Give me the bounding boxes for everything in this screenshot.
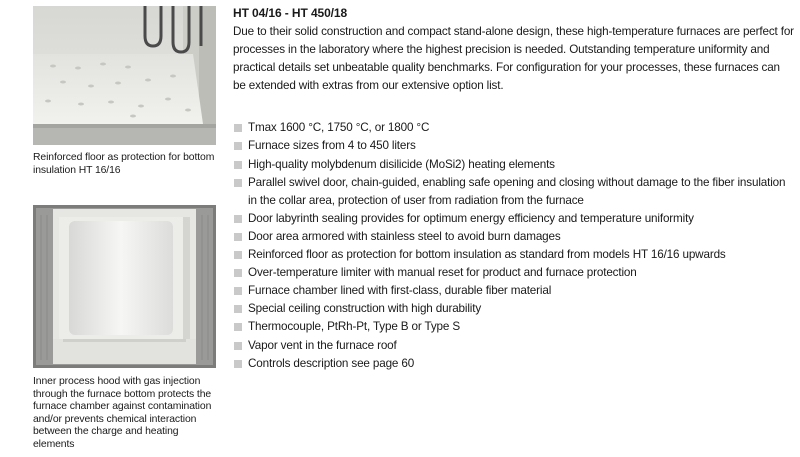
square-bullet-icon <box>234 161 242 169</box>
square-bullet-icon <box>234 287 242 295</box>
list-item <box>233 174 795 210</box>
list-item <box>233 264 795 282</box>
main-column <box>233 6 795 373</box>
feature-list <box>233 119 795 372</box>
feature-text: Special ceiling construction with high durability <box>248 302 482 316</box>
feature-text: Vapor vent in the furnace roof <box>248 338 397 352</box>
list-item <box>233 300 795 318</box>
feature-text: Furnace sizes from 4 to 450 liters <box>248 139 416 153</box>
square-bullet-icon <box>234 215 242 223</box>
feature-text: Reinforced floor as protection for bottom insulation as standard from models HT 16/16 upwards <box>248 248 726 262</box>
list-item <box>233 156 795 174</box>
floor-photo-caption: Reinforced floor as protection for bottom insulation HT 16/16 <box>33 152 215 176</box>
list-item <box>233 355 795 373</box>
feature-text: Thermocouple, PtRh-Pt, Type B or Type S <box>248 320 460 334</box>
list-item <box>233 228 795 246</box>
list-item <box>233 318 795 336</box>
square-bullet-icon <box>234 360 242 368</box>
square-bullet-icon <box>234 179 242 187</box>
feature-text: High-quality molybdenum disilicide (MoSi2) heating elements <box>248 157 555 171</box>
feature-text: Tmax 1600 °C, 1750 °C, or 1800 °C <box>248 121 430 135</box>
list-item <box>233 137 795 155</box>
feature-text: Controls description see page 60 <box>248 356 415 370</box>
square-bullet-icon <box>234 233 242 241</box>
square-bullet-icon <box>234 305 242 313</box>
intro-paragraph: Due to their solid construction and compact stand-alone design, these high-temperature furnaces are perfect for processes in the laboratory where the highest precision is needed. Outstanding temperature uniformity and practical details set unbeatable quality benchmarks. For configuration for your processes, these furnaces can be extended with extras from our extensive option list. <box>233 25 794 93</box>
process-hood-illustration <box>33 205 216 368</box>
feature-text: Door labyrinth sealing provides for optimum energy efficiency and temperature uniformity <box>248 211 694 225</box>
square-bullet-icon <box>234 342 242 350</box>
square-bullet-icon <box>234 269 242 277</box>
list-item <box>233 210 795 228</box>
feature-text: Parallel swivel door, chain-guided, enabling safe opening and closing without damage to the fiber insulation in the collar area, protection of user from radiation from the furnace <box>248 175 786 207</box>
feature-text: Over-temperature limiter with manual reset for product and furnace protection <box>248 266 637 280</box>
square-bullet-icon <box>234 142 242 150</box>
square-bullet-icon <box>234 251 242 259</box>
feature-text: Furnace chamber lined with first-class, durable fiber material <box>248 284 552 298</box>
list-item <box>233 282 795 300</box>
furnace-floor-illustration <box>33 6 216 145</box>
process-hood-photo <box>33 205 216 368</box>
feature-text: Door area armored with stainless steel to avoid burn damages <box>248 229 561 243</box>
list-item <box>233 337 795 355</box>
furnace-floor-photo <box>33 6 216 145</box>
square-bullet-icon <box>234 323 242 331</box>
left-column <box>33 6 216 452</box>
list-item <box>233 119 795 137</box>
product-title: HT 04/16 - HT 450/18 <box>233 6 348 20</box>
hood-photo-caption: Inner process hood with gas injection through the furnace bottom protects the furnace chamber against contamination and/or prevents chemical interaction between the charge and heating elements <box>33 376 212 450</box>
list-item <box>233 246 795 264</box>
square-bullet-icon <box>234 124 242 132</box>
